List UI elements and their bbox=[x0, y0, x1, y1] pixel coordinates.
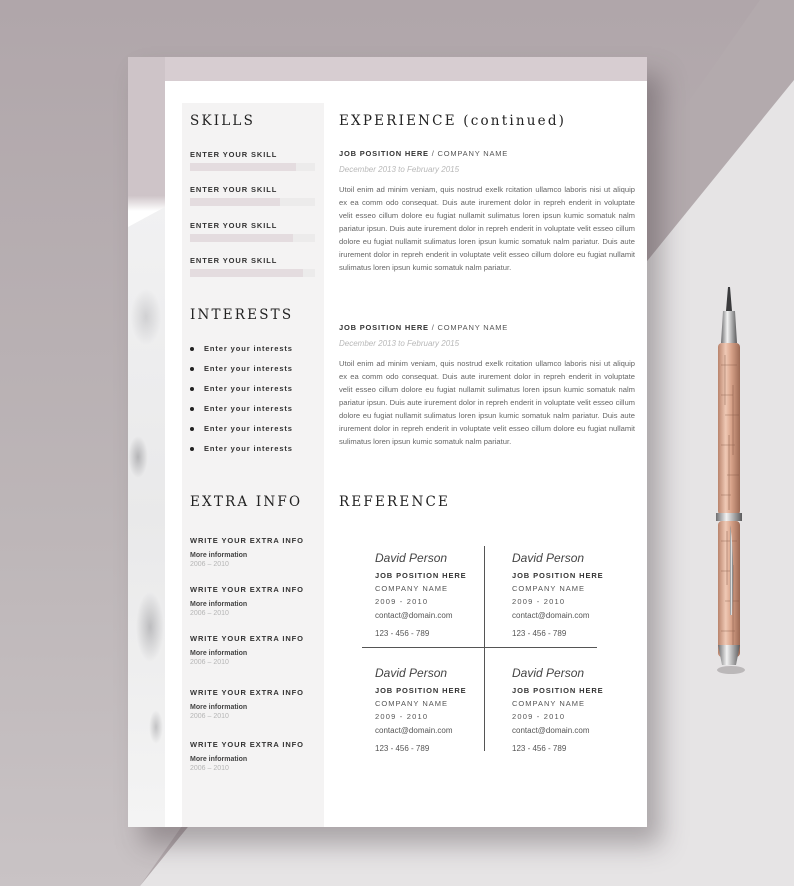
interest-item bbox=[190, 404, 293, 413]
skill-bar bbox=[190, 163, 315, 171]
job-company: COMPANY NAME bbox=[437, 149, 509, 158]
reference-name: David Person bbox=[375, 551, 448, 565]
reference-email: contact@domain.com bbox=[512, 726, 590, 735]
skill-bar-fill bbox=[190, 269, 303, 277]
extra-info-item bbox=[190, 740, 304, 772]
job-dates: December 2013 to February 2015 bbox=[339, 165, 460, 174]
extra-info-text: More information bbox=[190, 601, 248, 608]
reference-phone: 123 - 456 - 789 bbox=[375, 744, 430, 753]
reference-position: JOB POSITION HERE bbox=[512, 571, 604, 580]
job-title-line bbox=[339, 323, 635, 332]
extra-info-item bbox=[190, 688, 304, 720]
bullet-icon bbox=[190, 427, 194, 431]
job-dates: December 2013 to February 2015 bbox=[339, 339, 460, 348]
reference-card bbox=[512, 551, 604, 638]
skill-bar bbox=[190, 198, 315, 206]
job-separator: / bbox=[428, 149, 438, 158]
reference-name: David Person bbox=[512, 551, 585, 565]
bullet-icon bbox=[190, 367, 194, 371]
skill-bar bbox=[190, 234, 315, 242]
job-entry bbox=[339, 149, 635, 274]
extra-info-item bbox=[190, 585, 304, 617]
extra-info-title: WRITE YOUR EXTRA INFO bbox=[190, 688, 304, 697]
job-company: COMPANY NAME bbox=[437, 323, 509, 332]
bullet-icon bbox=[190, 347, 194, 351]
reference-years: 2009 - 2010 bbox=[375, 712, 429, 721]
skill-label: ENTER YOUR SKILL bbox=[190, 256, 278, 265]
reference-position: JOB POSITION HERE bbox=[375, 686, 467, 695]
interest-text: Enter your interests bbox=[204, 444, 293, 453]
bullet-icon bbox=[190, 447, 194, 451]
reference-years: 2009 - 2010 bbox=[512, 712, 566, 721]
job-position: JOB POSITION HERE bbox=[339, 149, 429, 158]
marble-texture bbox=[128, 207, 165, 827]
skill-bar-fill bbox=[190, 163, 296, 171]
job-title-line bbox=[339, 149, 635, 158]
reference-divider-horizontal bbox=[362, 647, 597, 648]
reference-position: JOB POSITION HERE bbox=[375, 571, 467, 580]
extra-info-text: More information bbox=[190, 756, 248, 763]
experience-heading: EXPERIENCE (continued) bbox=[339, 113, 567, 129]
reference-card bbox=[512, 666, 604, 753]
interest-text: Enter your interests bbox=[204, 404, 293, 413]
fountain-pen-icon bbox=[705, 285, 755, 675]
reference-years: 2009 - 2010 bbox=[375, 597, 429, 606]
extra-info-text: More information bbox=[190, 552, 248, 559]
reference-name: David Person bbox=[375, 666, 448, 680]
interest-text: Enter your interests bbox=[204, 384, 293, 393]
extra-info-item bbox=[190, 536, 304, 568]
job-description: Utoil enim ad minim veniam, quis nostrud exelk rcitation ullamco laboris nisi ut aliquip ex ea comm odo consequat. Duis aute irurement dolor in repreh enderit in voluptate velit esseo cillum dolore eu fugiat nullamit sulimatus loren ipsun kumic somatuk nalm pariatur ipsun. Duis aute irurement dolor in repreh enderit in voluptate velit esseo cillum dolore eu fugiat nullamit sulimatus loren ipsun kumic somatuk nalm pariatur. Duis aute irurement dolor in repreh enderit in voluptate velit esseo cillum dolore eu fugiat nullamit sulimatus loren ipsun kumic somatuk nalm pariatur. bbox=[339, 185, 635, 272]
extra-info-years: 2006 – 2010 bbox=[190, 765, 229, 772]
extra-info-years: 2006 – 2010 bbox=[190, 561, 229, 568]
reference-email: contact@domain.com bbox=[375, 611, 453, 620]
skill-label: ENTER YOUR SKILL bbox=[190, 221, 278, 230]
job-entry bbox=[339, 323, 635, 448]
interest-text: Enter your interests bbox=[204, 344, 293, 353]
extra-info-years: 2006 – 2010 bbox=[190, 713, 229, 720]
extra-info-heading: EXTRA INFO bbox=[190, 494, 303, 510]
reference-phone: 123 - 456 - 789 bbox=[375, 629, 430, 638]
job-separator: / bbox=[428, 323, 438, 332]
skill-bar bbox=[190, 269, 315, 277]
reference-company: COMPANY NAME bbox=[512, 584, 585, 593]
extra-info-text: More information bbox=[190, 650, 248, 657]
reference-years: 2009 - 2010 bbox=[512, 597, 566, 606]
resume-page bbox=[128, 57, 647, 827]
reference-position: JOB POSITION HERE bbox=[512, 686, 604, 695]
interest-item bbox=[190, 424, 293, 433]
skill-bar-fill bbox=[190, 198, 280, 206]
extra-info-years: 2006 – 2010 bbox=[190, 659, 229, 666]
reference-email: contact@domain.com bbox=[512, 611, 590, 620]
reference-name: David Person bbox=[512, 666, 585, 680]
reference-phone: 123 - 456 - 789 bbox=[512, 744, 567, 753]
skills-heading: SKILLS bbox=[190, 113, 256, 129]
interest-text: Enter your interests bbox=[204, 424, 293, 433]
interests-heading: INTERESTS bbox=[190, 307, 294, 323]
reference-company: COMPANY NAME bbox=[375, 584, 448, 593]
extra-info-years: 2006 – 2010 bbox=[190, 610, 229, 617]
extra-info-item bbox=[190, 634, 304, 666]
extra-info-title: WRITE YOUR EXTRA INFO bbox=[190, 740, 304, 749]
extra-info-title: WRITE YOUR EXTRA INFO bbox=[190, 536, 304, 545]
extra-info-title: WRITE YOUR EXTRA INFO bbox=[190, 585, 304, 594]
skill-bar-fill bbox=[190, 234, 293, 242]
reference-email: contact@domain.com bbox=[375, 726, 453, 735]
reference-card bbox=[375, 666, 467, 753]
reference-phone: 123 - 456 - 789 bbox=[512, 629, 567, 638]
extra-info-text: More information bbox=[190, 704, 248, 711]
skill-label: ENTER YOUR SKILL bbox=[190, 185, 278, 194]
reference-card bbox=[375, 551, 467, 638]
reference-company: COMPANY NAME bbox=[512, 699, 585, 708]
skill-label: ENTER YOUR SKILL bbox=[190, 150, 278, 159]
job-position: JOB POSITION HERE bbox=[339, 323, 429, 332]
extra-info-title: WRITE YOUR EXTRA INFO bbox=[190, 634, 304, 643]
interest-text: Enter your interests bbox=[204, 364, 293, 373]
interest-item bbox=[190, 444, 293, 453]
reference-divider-vertical bbox=[484, 546, 485, 751]
job-description: Utoil enim ad minim veniam, quis nostrud exelk rcitation ullamco laboris nisi ut aliquip ex ea comm odo consequat. Duis aute irurement dolor in repreh enderit in voluptate velit esseo cillum dolore eu fugiat nullamit sulimatus loren ipsun kumic somatuk nalm pariatur ipsun. Duis aute irurement dolor in repreh enderit in voluptate velit esseo cillum dolore eu fugiat nullamit sulimatus loren ipsun kumic somatuk nalm pariatur. Duis aute irurement dolor in repreh enderit in voluptate velit esseo cillum dolore eu fugiat nullamit sulimatus loren ipsun kumic somatuk nalm pariatur. bbox=[339, 359, 635, 446]
interest-item bbox=[190, 364, 293, 373]
page-top-band bbox=[165, 57, 647, 81]
bullet-icon bbox=[190, 407, 194, 411]
reference-heading: REFERENCE bbox=[339, 494, 451, 510]
bullet-icon bbox=[190, 387, 194, 391]
reference-company: COMPANY NAME bbox=[375, 699, 448, 708]
interest-item bbox=[190, 384, 293, 393]
interest-item bbox=[190, 344, 293, 353]
